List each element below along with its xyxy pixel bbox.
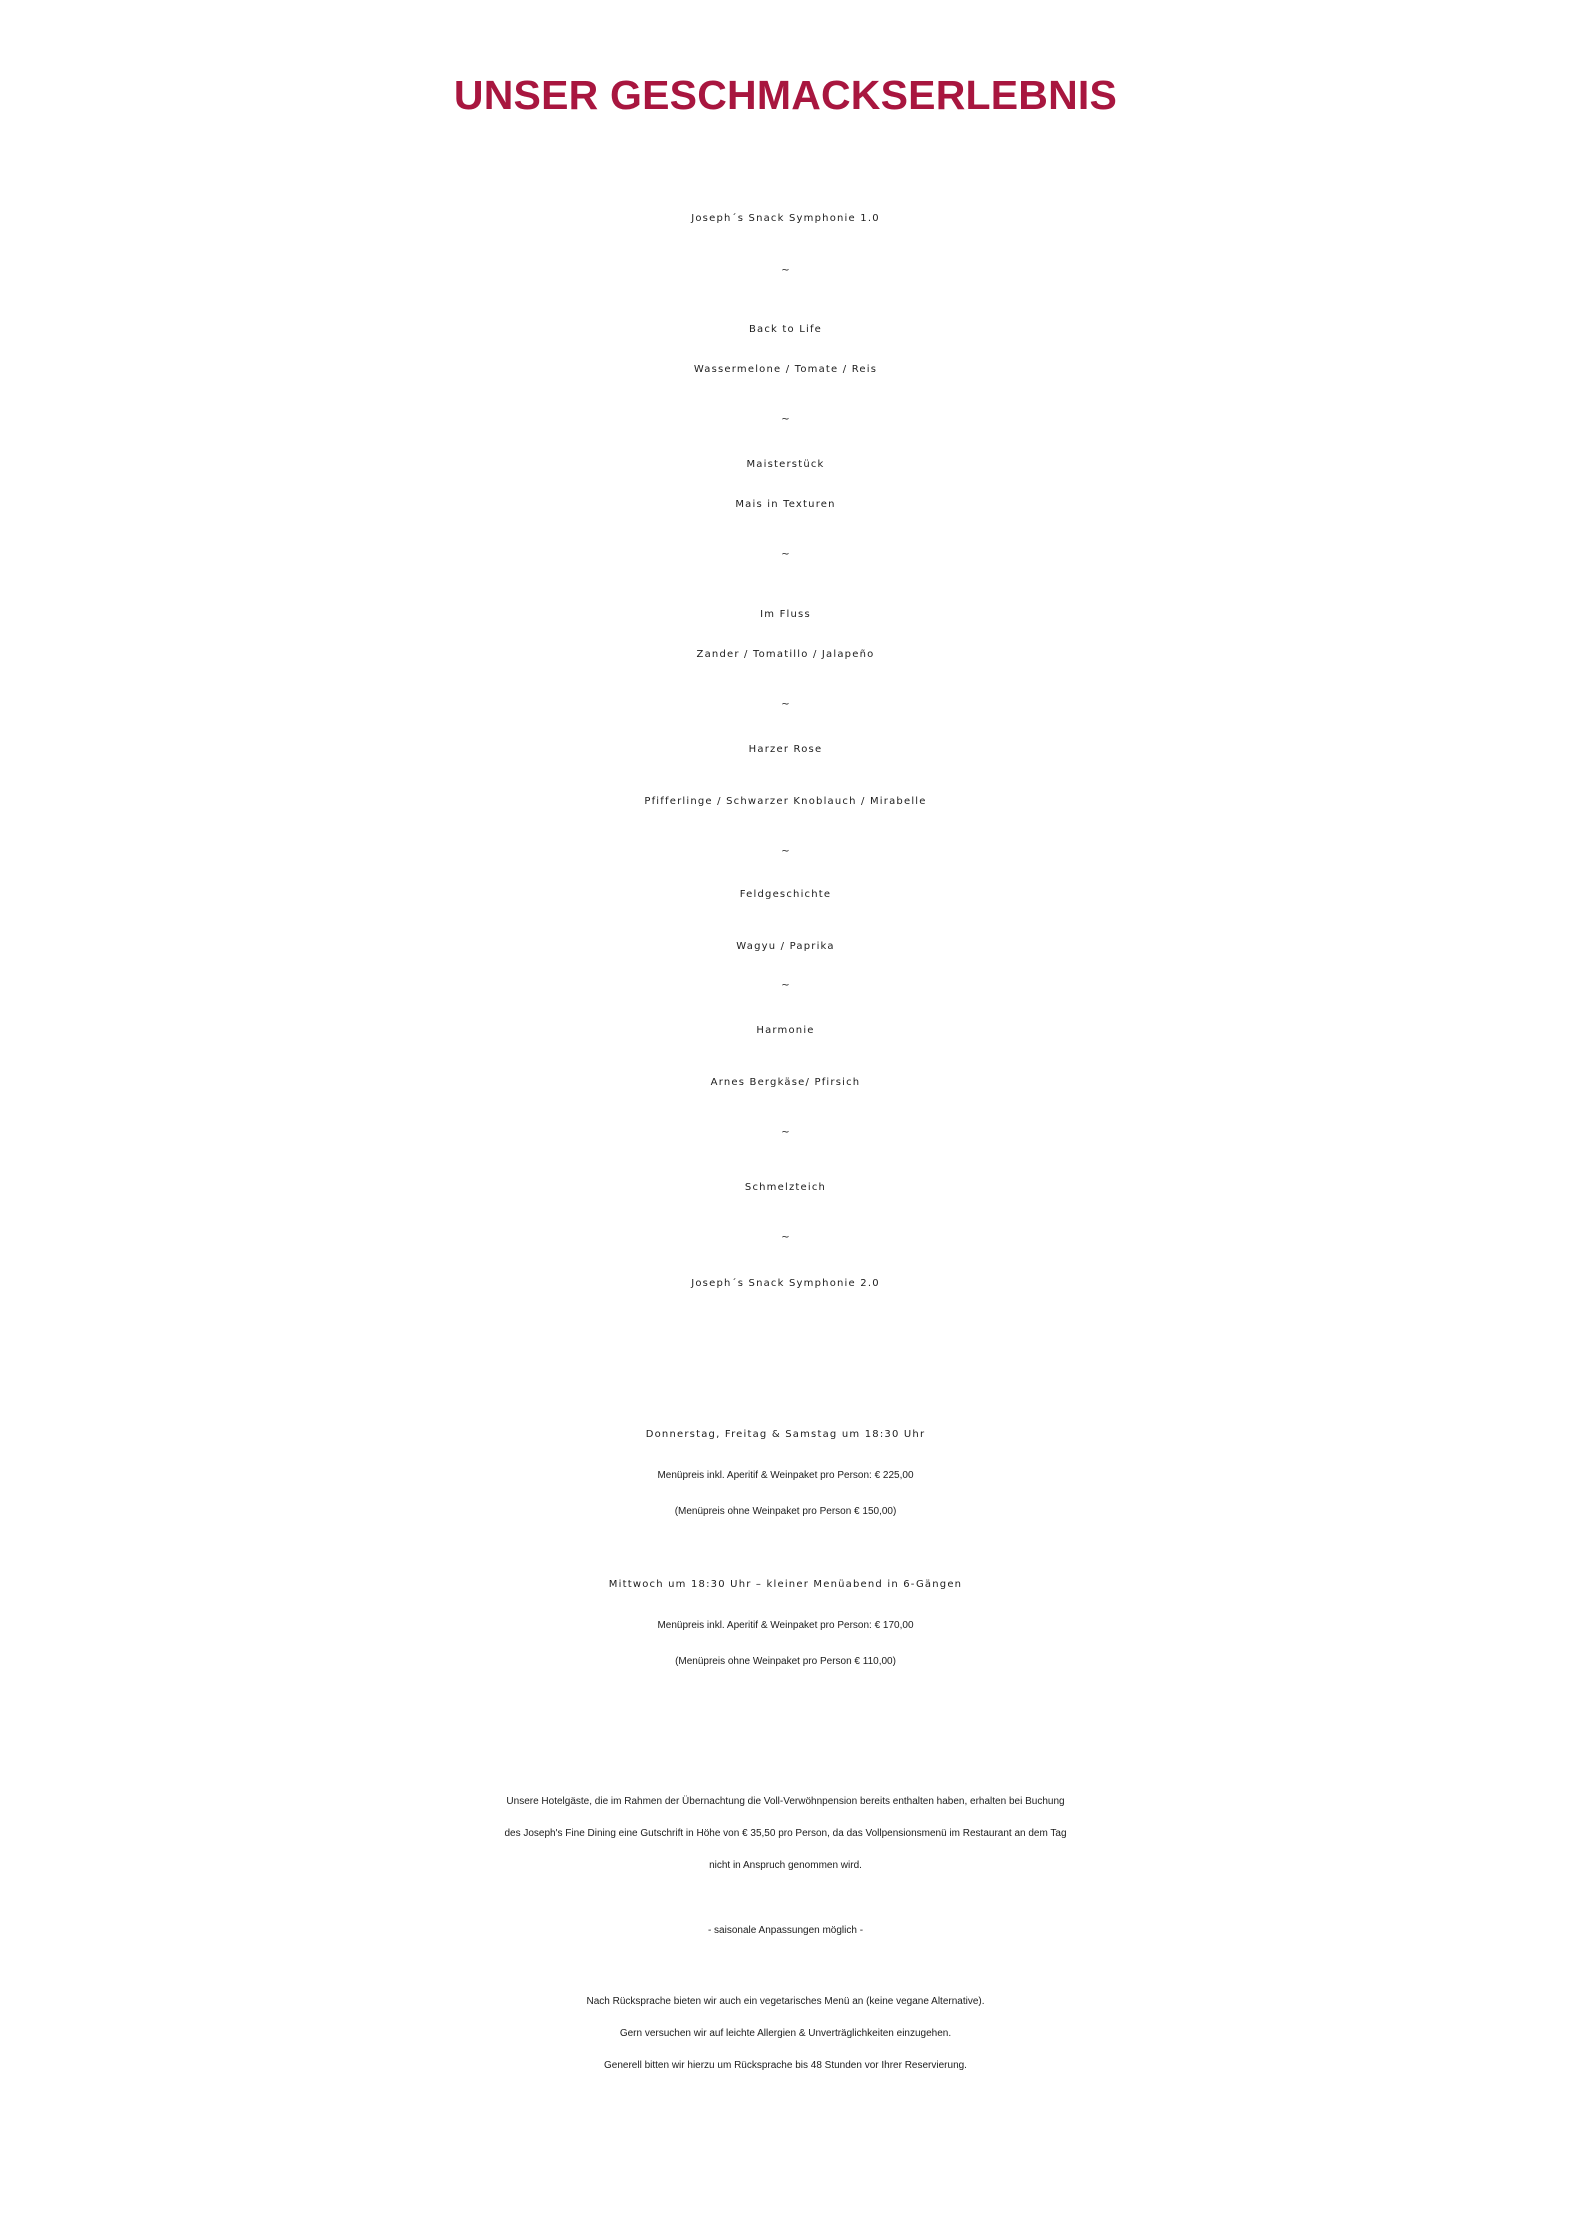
- course-6-description: Wagyu / Paprika: [736, 941, 835, 952]
- course-2-title: Back to Life: [748, 324, 823, 335]
- course-separator: ~: [781, 846, 790, 857]
- course-separator: ~: [781, 414, 790, 425]
- dietary-note-line-1: Nach Rücksprache bieten wir auch ein vegetarisches Menü an (keine vegane Alternative).: [586, 1996, 985, 2007]
- hotel-note-line-3: nicht in Anspruch genommen wird.: [709, 1860, 862, 1871]
- course-5-description: Pfifferlinge / Schwarzer Knoblauch / Mirabelle: [644, 796, 927, 807]
- course-5-title: Harzer Rose: [748, 744, 823, 755]
- course-1-title: Joseph´s Snack Symphonie 1.0: [691, 213, 880, 224]
- dietary-note-line-2: Gern versuchen wir auf leichte Allergien & Unverträglichkeiten einzugehen.: [619, 2028, 952, 2039]
- course-3-title: Maisterstück: [746, 459, 825, 470]
- course-8-title: Schmelzteich: [744, 1182, 827, 1193]
- course-separator: ~: [781, 980, 790, 991]
- hotel-note-line-2: des Joseph's Fine Dining eine Gutschrift in Höhe von € 35,50 pro Person, da das Vollpensionsmenü im Restaurant an dem Tag: [504, 1828, 1067, 1839]
- course-7-description: Arnes Bergkäse/ Pfirsich: [710, 1077, 861, 1088]
- course-4-description: Zander / Tomatillo / Jalapeño: [696, 649, 875, 660]
- course-3-description: Mais in Texturen: [735, 499, 836, 510]
- offer-2-price-with-wine: Menüpreis inkl. Aperitif & Weinpaket pro Person: € 170,00: [657, 1620, 914, 1631]
- offer-1-price-without-wine: (Menüpreis ohne Weinpaket pro Person € 150,00): [674, 1506, 897, 1517]
- page-title: UNSER GESCHMACKSERLEBNIS: [453, 72, 1118, 118]
- seasonal-note: - saisonale Anpassungen möglich -: [707, 1925, 864, 1936]
- course-4-title: Im Fluss: [760, 609, 811, 620]
- course-separator: ~: [781, 1232, 790, 1243]
- offer-2-price-without-wine: (Menüpreis ohne Weinpaket pro Person € 110,00): [675, 1656, 896, 1667]
- offer-2-schedule: Mittwoch um 18:30 Uhr – kleiner Menüabend in 6-Gängen: [608, 1579, 963, 1590]
- hotel-note-line-1: Unsere Hotelgäste, die im Rahmen der Übernachtung die Voll-Verwöhnpension bereits enthalten haben, erhalten bei Buchung: [506, 1796, 1065, 1807]
- course-separator: ~: [781, 699, 790, 710]
- course-9-title: Joseph´s Snack Symphonie 2.0: [691, 1278, 880, 1289]
- course-7-title: Harmonie: [756, 1025, 815, 1036]
- course-separator: ~: [781, 265, 790, 276]
- offer-1-schedule: Donnerstag, Freitag & Samstag um 18:30 Uhr: [645, 1429, 926, 1440]
- course-separator: ~: [781, 549, 790, 560]
- course-separator: ~: [781, 1127, 790, 1138]
- dietary-note-line-3: Generell bitten wir hierzu um Rücksprache bis 48 Stunden vor Ihrer Reservierung.: [604, 2060, 967, 2071]
- course-6-title: Feldgeschichte: [739, 889, 832, 900]
- course-2-description: Wassermelone / Tomate / Reis: [693, 364, 878, 375]
- offer-1-price-with-wine: Menüpreis inkl. Aperitif & Weinpaket pro Person: € 225,00: [657, 1470, 914, 1481]
